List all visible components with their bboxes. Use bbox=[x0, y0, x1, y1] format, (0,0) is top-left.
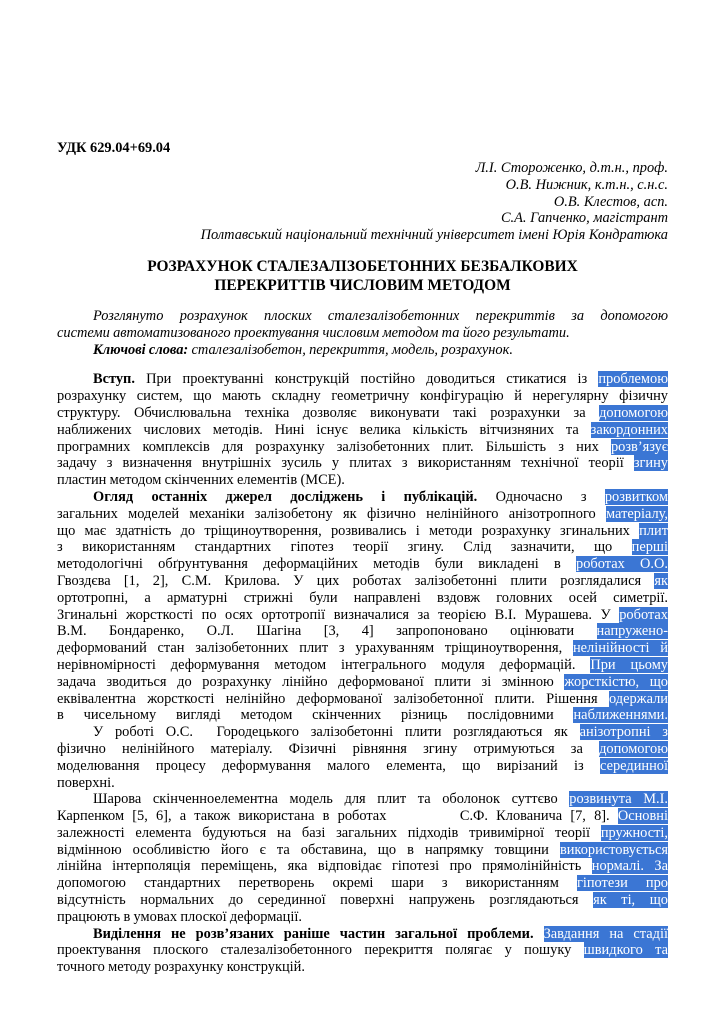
highlighted-text: швидкого та bbox=[583, 942, 668, 959]
text-segment: точного методу розрахунку конструкцій. bbox=[57, 959, 305, 976]
text-line bbox=[57, 640, 668, 657]
highlighted-text: перші bbox=[631, 539, 668, 556]
highlighted-text: При цьому bbox=[590, 656, 668, 673]
text-segment: наближених числових методів. Нині існує велика кількість вітчизняних та bbox=[57, 421, 591, 438]
text-line bbox=[57, 388, 668, 405]
text-segment: системи автоматизованого проектування числовим методом та його результати. bbox=[57, 324, 570, 341]
highlighted-text: жорсткістю, що bbox=[564, 673, 668, 690]
text-line bbox=[57, 858, 668, 875]
text-line bbox=[57, 489, 668, 506]
highlighted-text: розв’язує bbox=[610, 438, 668, 455]
text-segment: загальних моделей механіки залізобетону як фізично нелінійного анізотропного bbox=[57, 505, 607, 522]
text-line bbox=[57, 607, 668, 624]
highlighted-text: напружено- bbox=[596, 623, 668, 640]
highlighted-text: Завдання на стадії bbox=[543, 925, 668, 942]
udc-code: УДК 629.04+69.04 bbox=[57, 140, 171, 156]
author-line: О.В. Нижник, к.т.н., с.н.с. bbox=[505, 176, 668, 193]
text-line bbox=[57, 808, 668, 825]
paragraph bbox=[57, 489, 668, 724]
text-line bbox=[57, 842, 668, 859]
highlighted-text: серединної bbox=[600, 757, 668, 774]
author-line: Л.І. Стороженко, д.т.н., проф. bbox=[475, 160, 668, 176]
text-segment: фізично нелінійного матеріалу. Фізичні рівняння згину отримуються за bbox=[57, 740, 600, 757]
article-title-line: РОЗРАХУНОК СТАЛЕЗАЛІЗОБЕТОННИХ БЕЗБАЛКОВИХ bbox=[147, 257, 578, 275]
text-segment: Вступ. bbox=[93, 371, 135, 388]
text-line bbox=[57, 674, 668, 691]
text-segment: сталезалізобетон, перекриття, модель, розрахунок. bbox=[188, 341, 513, 358]
text-line bbox=[57, 342, 668, 359]
text-line bbox=[57, 325, 668, 342]
text-segment: в чисельному вигляді методом скінченних різниць послідовними bbox=[57, 707, 574, 724]
text-line bbox=[57, 909, 668, 926]
text-segment: В.М. Бондаренко, О.Л. Шагіна [3, 4] запропоновано оцінювати bbox=[57, 623, 597, 640]
text-segment: При проектуванні конструкцій постійно доводиться стикатися із bbox=[134, 371, 599, 388]
text-segment: лінійна інтерполяція переміщень, яка відповідає гіпотезі про прямолінійність bbox=[57, 858, 592, 875]
text-line bbox=[57, 791, 668, 808]
text-segment: задачу з визначення внутрішніх зусиль у плитах з використанням технічної теорії bbox=[57, 455, 634, 472]
text-segment: працюють в умовах плоскої деформації. bbox=[57, 908, 302, 925]
text-segment: Шарова скінченноелементна модель для плит та оболонок суттєво bbox=[93, 791, 570, 808]
highlighted-text: згину bbox=[633, 455, 668, 472]
text-segment: допомогою стандартних перетворень окремі шари з використанням bbox=[57, 875, 577, 892]
paragraph bbox=[57, 342, 668, 359]
text-segment: відсутність нормальних до серединної поверхні напружень розглядаються bbox=[57, 892, 594, 909]
text-segment: Карпенком [5, 6], а також використана в роботах С.Ф. Клованича [7, 8]. bbox=[57, 808, 618, 825]
paragraph bbox=[57, 724, 668, 791]
text-segment: Згинальні жорсткості по осях ортотропії визначалися за теорією В.І. Мурашева. У bbox=[57, 606, 620, 623]
highlighted-text: закордонних bbox=[590, 421, 668, 438]
highlighted-text: розвитком bbox=[604, 488, 668, 505]
text-line bbox=[57, 308, 668, 325]
text-segment: Ключові слова: bbox=[93, 341, 189, 358]
text-segment: Виділення не розв’язаних раніше частин загальної проблеми. bbox=[93, 925, 534, 942]
text-segment: Огляд останніх джерел досліджень і публікацій. bbox=[93, 488, 478, 505]
text-segment: програмних комплексів для розрахунку залізобетонних плит. Більшість з них bbox=[57, 438, 611, 455]
text-segment: методологічні обґрунтування деформаційних методів були викладені в bbox=[57, 556, 577, 573]
text-segment: структуру. Обчислювальна техніка дозволяє виконувати такі розрахунки за bbox=[57, 404, 600, 421]
text-segment: задача зводиться до розрахунку лінійно деформованої плити зі змінною bbox=[57, 673, 565, 690]
text-line bbox=[57, 775, 668, 792]
text-line bbox=[57, 573, 668, 590]
highlighted-text: гіпотези про bbox=[576, 875, 668, 892]
text-segment: поверхні. bbox=[57, 774, 115, 791]
highlighted-text: анізотропні з bbox=[579, 724, 668, 741]
highlighted-text: проблемою bbox=[598, 371, 668, 388]
highlighted-text: допомогою bbox=[599, 404, 668, 421]
authors-block bbox=[57, 160, 668, 244]
text-segment: залежності елемента будуються на базі загальних підходів тривимірної теорії bbox=[57, 824, 601, 841]
text-line bbox=[57, 942, 668, 959]
text-line bbox=[57, 875, 668, 892]
text-line bbox=[57, 422, 668, 439]
article-title bbox=[57, 257, 668, 295]
text-line bbox=[57, 455, 668, 472]
text-segment: Одночасно з bbox=[477, 488, 605, 505]
text-segment: Гвоздєва [1, 2], С.М. Крилова. У цих роботах залізобетонні плити розглядалися bbox=[57, 572, 655, 589]
text-line bbox=[57, 892, 668, 909]
text-line bbox=[57, 657, 668, 674]
highlighted-text: матеріалу, bbox=[606, 505, 668, 522]
highlighted-text: використовується bbox=[559, 841, 668, 858]
text-segment: відмінною особливістю його є та обставина, що в напрямку товщини bbox=[57, 841, 560, 858]
text-line bbox=[57, 724, 668, 741]
text-line bbox=[57, 758, 668, 775]
text-line bbox=[57, 506, 668, 523]
highlighted-text: розвинута М.І. bbox=[569, 791, 669, 808]
text-line bbox=[57, 741, 668, 758]
text-line bbox=[57, 556, 668, 573]
abstract-block bbox=[57, 308, 668, 358]
highlighted-text: пружності, bbox=[600, 824, 668, 841]
highlighted-text: допомогою bbox=[599, 740, 668, 757]
text-segment: розрахунку систем, що мають складну геометричну конфігурацію й нерегулярну фізичну bbox=[57, 388, 668, 405]
paragraph bbox=[57, 791, 668, 925]
paragraph bbox=[57, 926, 668, 976]
highlighted-text: одержали bbox=[608, 690, 668, 707]
text-line bbox=[57, 825, 668, 842]
highlighted-text: нелінійності й bbox=[572, 640, 668, 657]
text-line bbox=[57, 926, 668, 943]
text-segment: моделювання процесу деформування малого елемента, що вирізаний із bbox=[57, 757, 601, 774]
paragraph bbox=[57, 371, 668, 489]
text-line bbox=[57, 439, 668, 456]
highlighted-text: Основні bbox=[617, 808, 668, 825]
text-line bbox=[57, 539, 668, 556]
article-title-line: ПЕРЕКРИТТІВ ЧИСЛОВИМ МЕТОДОМ bbox=[214, 276, 511, 294]
text-line bbox=[57, 691, 668, 708]
author-line: С.А. Гапченко, магістрант bbox=[500, 210, 668, 227]
text-segment: пластин методом скінченних елементів (МСЕ). bbox=[57, 472, 345, 489]
paragraph bbox=[57, 308, 668, 342]
text-line bbox=[57, 623, 668, 640]
text-line bbox=[57, 405, 668, 422]
text-segment: проектування плоского сталезалізобетонного перекриття полягає у пошуку bbox=[57, 942, 584, 959]
text-segment: Розглянуто розрахунок плоских сталезалізобетонних перекриттів за допомогою bbox=[93, 307, 668, 324]
highlighted-text: роботах О.О. bbox=[576, 556, 668, 573]
text-segment: нерівномірності деформування методом інтегрального модуля деформацій. bbox=[57, 656, 591, 673]
text-segment: з використанням стандартних гіпотез теорії згину. Слід зазначити, що bbox=[57, 539, 632, 556]
highlighted-text: як bbox=[654, 572, 668, 589]
text-line bbox=[57, 590, 668, 607]
highlighted-text: нормалі. За bbox=[591, 858, 668, 875]
highlighted-text: як ті, що bbox=[593, 892, 668, 909]
highlighted-text: наближеннями. bbox=[573, 707, 668, 724]
highlighted-text: плит bbox=[639, 522, 668, 539]
author-line: О.В. Клестов, асп. bbox=[553, 193, 668, 210]
text-line bbox=[57, 707, 668, 724]
text-line bbox=[57, 523, 668, 540]
text-segment: що має здатність до тріщиноутворення, розвивались і методи розрахунку згинальних bbox=[57, 522, 640, 539]
text-segment bbox=[534, 926, 544, 942]
text-segment: У роботі О.С. Городецького залізобетонні плити розглядаються як bbox=[93, 724, 580, 741]
text-line bbox=[57, 371, 668, 388]
text-line bbox=[57, 472, 668, 489]
affiliation-line: Полтавський національний технічний університет імені Юрія Кондратюка bbox=[200, 227, 668, 244]
text-line bbox=[57, 959, 668, 976]
text-segment: еквівалентна жорсткості нелінійно деформованої залізобетонної плити. Рішення bbox=[57, 690, 609, 707]
text-segment: деформований стан залізобетонних плит з урахуванням тріщиноутворення, bbox=[57, 640, 573, 657]
highlighted-text: роботах bbox=[619, 606, 668, 623]
article-body bbox=[57, 371, 668, 976]
text-segment: ортотропні, а арматурні стрижні були направлені вздовж головних осей симетрії. bbox=[57, 589, 668, 606]
